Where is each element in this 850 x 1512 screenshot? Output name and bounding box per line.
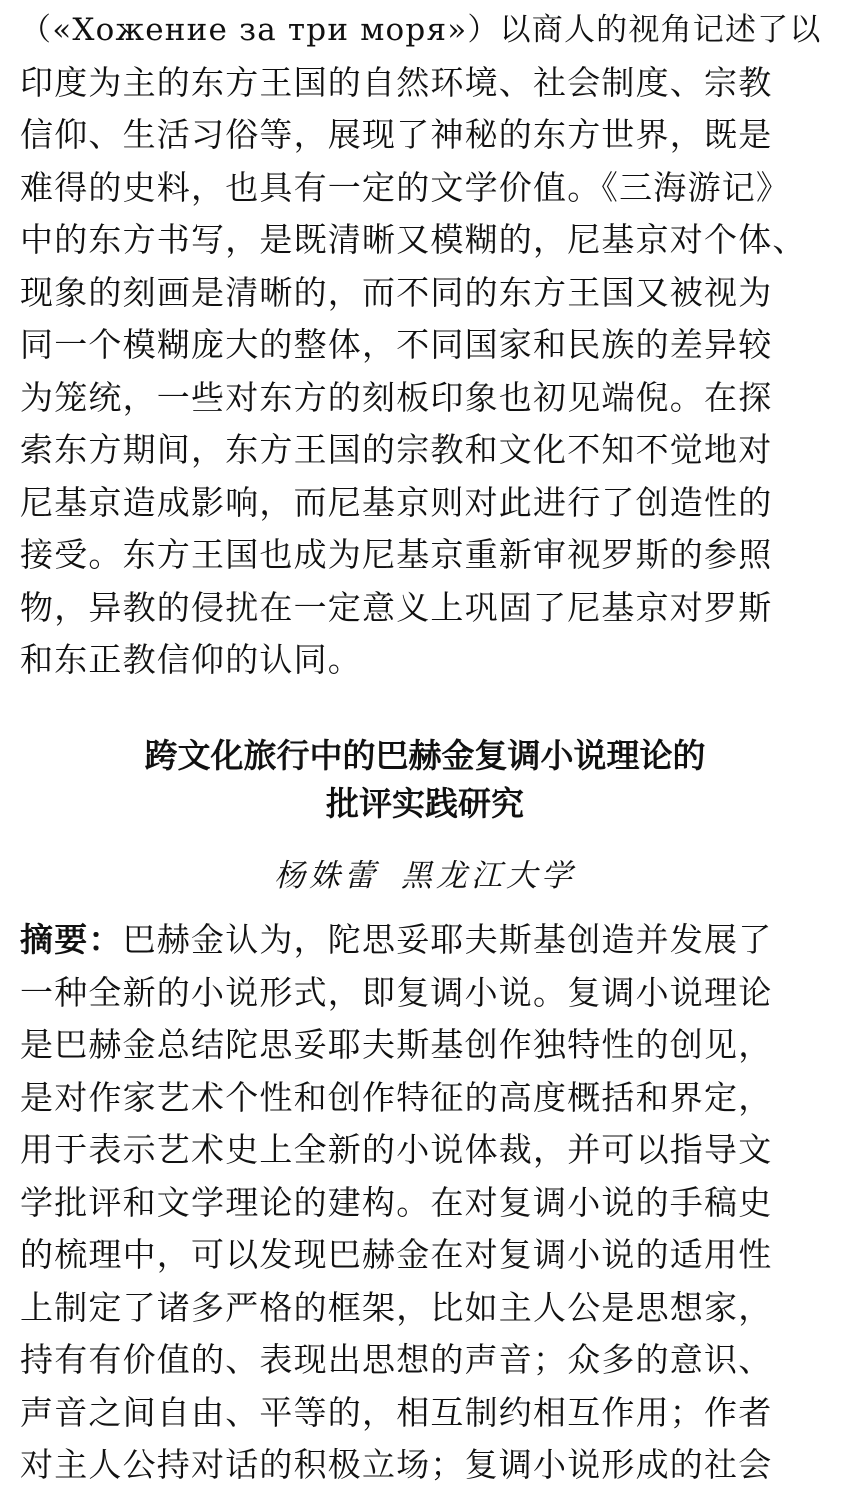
- paragraph-line: 索东方期间，东方王国的宗教和文化不知不觉地对: [20, 430, 773, 469]
- abstract-line: 是对作家艺术个性和创作特征的高度概括和界定，: [20, 1077, 773, 1117]
- paragraph-line: 和东正教信仰的认同。: [20, 640, 362, 679]
- article-title: [0, 732, 850, 828]
- article-title-line-1: 跨文化旅行中的巴赫金复调小说理论的: [144, 736, 706, 775]
- abstract-line: 学批评和文学理论的建构。在对复调小说的手稿史: [20, 1182, 773, 1222]
- paragraph-line: 尼基京造成影响，而尼基京则对此进行了创造性的: [20, 482, 773, 522]
- abstract-label: 摘要：: [20, 920, 123, 959]
- abstract-line: [20, 914, 830, 967]
- paragraph-line: 印度为主的东方王国的自然环境、社会制度、宗教: [20, 62, 773, 102]
- abstract-line: 上制定了诸多严格的框架，比如主人公是思想家，: [20, 1287, 773, 1327]
- paragraph-line: 物，异教的侵扰在一定意义上巩固了尼基京对罗斯: [20, 587, 773, 627]
- abstract-line: 用于表示艺术史上全新的小说体裁，并可以指导文: [20, 1130, 773, 1169]
- author-line: [0, 854, 850, 898]
- article-title-line-2: 批评实践研究: [326, 784, 524, 823]
- abstract-line: 持有有价值的、表现出思想的声音；众多的意识、: [20, 1340, 773, 1379]
- abstract-first-line-text: 巴赫金认为，陀思妥耶夫斯基创造并发展了: [122, 920, 773, 959]
- author-affiliation: 黑龙江大学: [401, 858, 576, 894]
- abstract-line: 一种全新的小说形式，即复调小说。复调小说理论: [20, 972, 773, 1012]
- abstract-line: 是巴赫金总结陀思妥耶夫斯基创作独特性的创见，: [20, 1025, 773, 1064]
- paragraph-line: 同一个模糊庞大的整体，不同国家和民族的差异较: [20, 325, 773, 364]
- intro-paragraph: [20, 4, 830, 687]
- paragraph-line: 为笼统，一些对东方的刻板印象也初见端倪。在探: [20, 377, 773, 417]
- paragraph-line: （«Хожение за три моря»）以商人的视角记述了以: [20, 12, 822, 48]
- abstract-line: 对主人公持对话的积极立场；复调小说形成的社会: [20, 1445, 773, 1484]
- paragraph-line: 接受。东方王国也成为尼基京重新审视罗斯的参照: [20, 535, 773, 574]
- abstract-line: 声音之间自由、平等的，相互制约相互作用；作者: [20, 1392, 773, 1432]
- author-name: 杨姝蕾: [274, 858, 379, 894]
- abstract-line: 的梳理中，可以发现巴赫金在对复调小说的适用性: [20, 1235, 773, 1274]
- paragraph-line: 中的东方书写，是既清晰又模糊的，尼基京对个体、: [20, 220, 807, 259]
- paragraph-line: 现象的刻画是清晰的，而不同的东方王国又被视为: [20, 272, 773, 312]
- paragraph-line: 信仰、生活习俗等，展现了神秘的东方世界，既是: [20, 115, 773, 154]
- paragraph-line: 难得的史料，也具有一定的文学价值。《三海游记》: [20, 167, 791, 207]
- abstract-paragraph: [20, 914, 830, 1492]
